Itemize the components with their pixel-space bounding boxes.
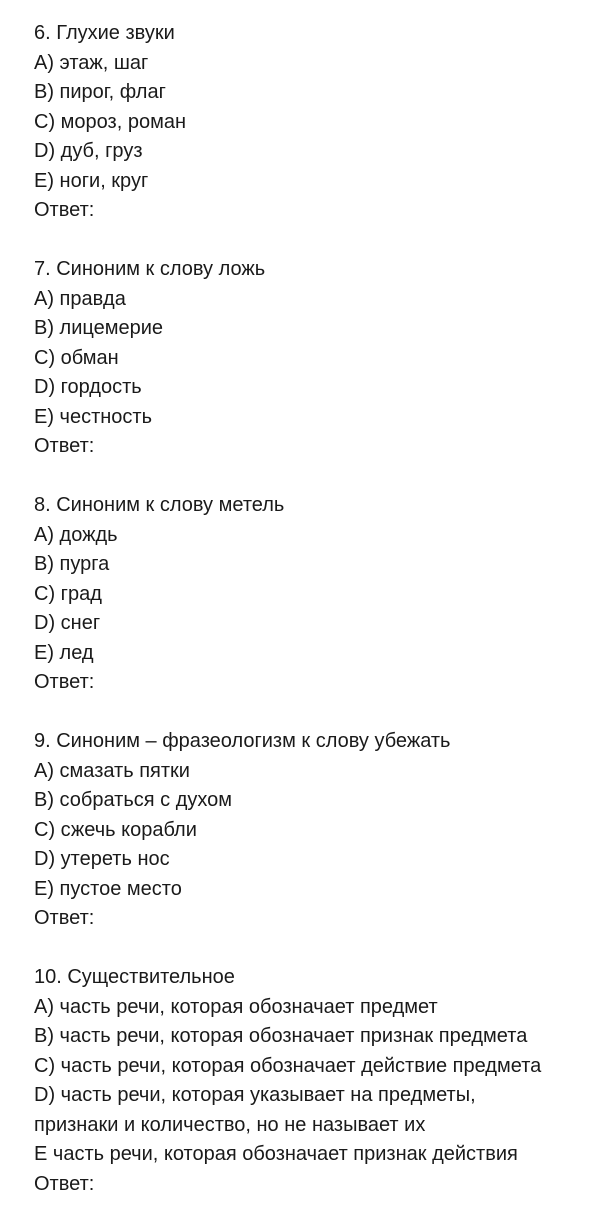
option-a: A) дождь: [34, 523, 118, 546]
question-title: 6. Глухие звуки: [34, 22, 175, 44]
option-e: E часть речи, которая обозначает признак действия: [34, 1143, 518, 1165]
option-e: E) честность: [34, 405, 153, 428]
option-d: D) утереть нос: [34, 848, 170, 870]
question-title: 7. Синоним к слову ложь: [34, 258, 266, 280]
question-6: [34, 19, 610, 226]
option-d: D) дуб, груз: [34, 140, 143, 162]
question-8: [34, 491, 610, 698]
answer-label: Ответ:: [34, 671, 95, 693]
option-d: D) часть речи, которая указывает на предметы,: [34, 1084, 476, 1106]
answer-label: Ответ:: [34, 907, 95, 929]
option-e: E) пустое место: [34, 877, 182, 900]
option-a: A) часть речи, которая обозначает предмет: [34, 995, 438, 1018]
option-a: A) этаж, шаг: [34, 51, 149, 74]
option-e: E) ноги, круг: [34, 169, 149, 192]
option-a: A) правда: [34, 287, 126, 310]
option-b: B) пурга: [34, 553, 110, 575]
option-d-continuation: признаки и количество, но не называет их: [34, 1113, 426, 1136]
question-10: [34, 963, 610, 1199]
option-b: B) часть речи, которая обозначает признак предмета: [34, 1025, 528, 1047]
question-title: 10. Существительное: [34, 966, 235, 988]
test-page: [34, 19, 610, 1229]
question-title: 8. Синоним к слову метель: [34, 494, 285, 516]
answer-label: Ответ:: [34, 435, 95, 457]
option-c: C) мороз, роман: [34, 110, 187, 133]
question-7: [34, 255, 610, 462]
question-9: [34, 727, 610, 934]
option-b: B) собраться с духом: [34, 789, 233, 811]
option-d: D) гордость: [34, 376, 142, 398]
option-c: C) часть речи, которая обозначает действие предмета: [34, 1054, 542, 1077]
option-a: A) смазать пятки: [34, 759, 190, 782]
option-b: B) лицемерие: [34, 317, 164, 339]
answer-label: Ответ:: [34, 1172, 95, 1195]
answer-label: Ответ:: [34, 199, 95, 221]
option-d: D) снег: [34, 612, 101, 634]
question-title: 9. Синоним – фразеологизм к слову убежать: [34, 730, 451, 752]
option-c: C) обман: [34, 346, 119, 369]
option-e: E) лед: [34, 641, 94, 664]
option-c: C) сжечь корабли: [34, 818, 197, 841]
option-c: C) град: [34, 582, 102, 605]
option-b: B) пирог, флаг: [34, 81, 166, 103]
